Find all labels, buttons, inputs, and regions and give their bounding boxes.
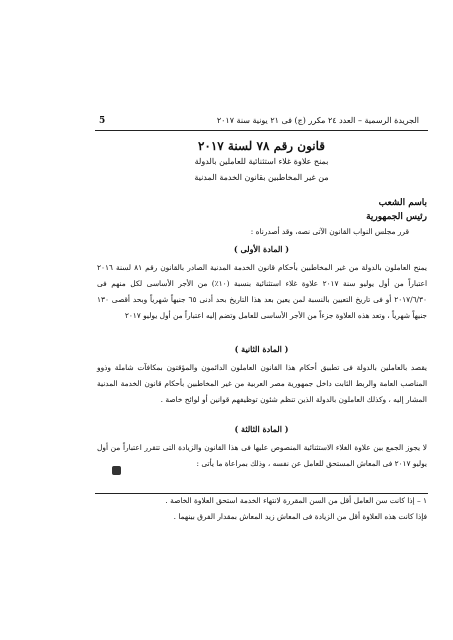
page-number: 5 bbox=[99, 116, 106, 126]
running-header: الجريدة الرسمية – العدد ٢٤ مكرر (ج) فى ٢١ يونية سنة ٢٠١٧ bbox=[216, 116, 419, 125]
law-subtitle-2: من غير المخاطبين بقانون الخدمة المدنية bbox=[194, 173, 329, 182]
header-rule bbox=[95, 130, 428, 131]
article-1-text: يمنح العاملون بالدولة من غير المخاطبين بأحكام قانون الخدمة المدنية الصادر بالقانون رقم ٨١ لسنة ٢٠١٦ اعتباراً من أول يوليو سنة ٢٠١٧ علاوة غلاء استثنائية بنسبة (١٠٪) من الأجر الأساسى لكل منهم فى ٢٠١٧/٦/٣٠ أو فى تاريخ التعيين بالنسبة لمن يعين بعد هذا التاريخ بحد أدنى ٦٥ جنيهاً شهرياً وبحد أقصى ١٣٠ جنيهاً شهرياً ، وتعد هذه العلاوة جزءاً من الأجر الأساسى للعامل وتضم إليه اعتباراً من أول يوليو ٢٠١٧ bbox=[97, 263, 427, 320]
in-the-name-of-the-people: باسم الشعب bbox=[378, 198, 427, 208]
article-3-heading: ( المادة الثالثة ) bbox=[234, 424, 289, 434]
article-2-heading: ( المادة الثانية ) bbox=[234, 344, 289, 354]
enactment-clause: قرر مجلس النواب القانون الآتى نصه، وقد أصدرناه : bbox=[250, 227, 409, 236]
article-3-items bbox=[97, 493, 427, 533]
article-3-text: لا يجوز الجمع بين علاوة الغلاء الاستثنائية المنصوص عليها فى هذا القانون والزيادة التى تتقرر اعتباراً من أول يوليو ٢٠١٧ فى المعاش المستحق للعامل عن نفسه ، وذلك بمراعاة ما يأتى : bbox=[97, 443, 427, 468]
law-title: قانون رقم ٧٨ لسنة ٢٠١٧ bbox=[197, 139, 326, 153]
law-subtitle-1: بمنح علاوة غلاء استثنائية للعاملين بالدولة bbox=[194, 157, 329, 166]
list-item: فإذا كانت هذه العلاوة أقل من الزيادة فى المعاش زيد المعاش بمقدار الفرق بينهما . bbox=[173, 512, 427, 521]
president-heading: رئيس الجمهورية bbox=[366, 212, 427, 222]
article-1-heading: ( المادة الأولى ) bbox=[233, 244, 290, 254]
article-2-text: يقصد بالعاملين بالدولة فى تطبيق أحكام هذا القانون العاملون الدائمون والمؤقتون بمكافآت شاملة وذوو المناصب العامة والربط الثابت داخل جمهورية مصر العربية من غير المخاطبين بأحكام قانون الخدمة المدنية المشار إليه ، وكذلك العاملون بالدولة الذين تنظم شئون توظيفهم قوانين أو لوائح خاصة . bbox=[97, 363, 427, 404]
list-item: ١ – إذا كانت سن العامل أقل من السن المقررة لانتهاء الخدمة استحق العلاوة الخاصة . bbox=[165, 496, 427, 505]
scan-blot-mark bbox=[112, 466, 121, 475]
